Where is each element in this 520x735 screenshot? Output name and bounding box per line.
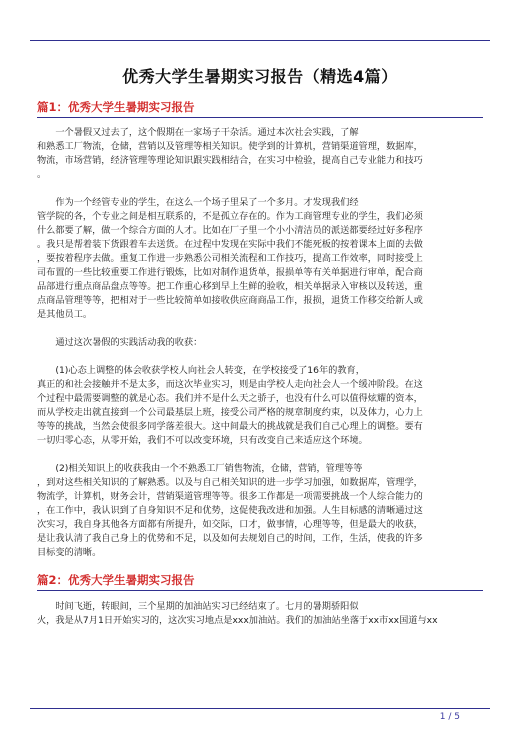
- paragraph-line: 和熟悉工厂物流，仓储，营销以及管理等相关知识。使学到的计算机，营销渠道管理，数据库，: [37, 141, 423, 152]
- paragraph-line: 物流，市场营销，经济管理等理论知识跟实践相结合，在实习中检验，提高自己专业能力和技巧: [37, 155, 423, 166]
- paragraph-line: 等等的挑战，当然会使很多同学落差很大。这中间最大的挑战就是我们自己心理上的调整。要有: [37, 421, 423, 432]
- paragraph-line: (1)心态上调整的体会收获学校人向社会人转变，在学校接受了16年的教育，: [37, 365, 365, 376]
- section-heading-1: 篇1：优秀大学生暑期实习报告: [37, 100, 195, 114]
- top-divider: [30, 40, 490, 41]
- paragraph-line: ，在工作中，我认识到了自身知识不足和优势，这促使我改进和加强。人生目标感的清晰通过这: [37, 505, 423, 516]
- section-heading-2: 篇2：优秀大学生暑期实习报告: [37, 573, 195, 587]
- paragraph-line: 品部进行重点商品盘点等等。把工作重心移到早上生鲜的验收，相关单据录入审核以及转送，重: [37, 281, 423, 292]
- section-divider-1: [37, 117, 483, 118]
- bottom-divider: [30, 708, 490, 709]
- paragraph-line: 点商品管理等等，把相对于一些比较简单如接收供应商商品工作，报损，退货工作移交给新人或: [37, 295, 423, 306]
- paragraph-line: ，要按着程序去做。重复工作进一步熟悉公司相关流程和工作技巧，提高工作效率，同时接受上: [37, 253, 423, 264]
- paragraph-line: 而从学校走出就直接到一个公司最基层上班，接受公司严格的规章制度约束，以及体力，心力上: [37, 407, 423, 418]
- paragraph-line: 是让我认清了我自己身上的优势和不足，以及如何去规划自己的时间，工作，生活，使我的许多: [37, 533, 423, 544]
- paragraph-line: 。我只是帮着装下货跟着车去送货。在过程中发现在实际中我们不能死板的按着课本上面的去做: [37, 239, 423, 250]
- page-number: 1 / 5: [439, 712, 460, 722]
- paragraph-line: 作为一个经管专业的学生，在这么一个场子里呆了一个多月。才发现我们经: [37, 197, 359, 208]
- paragraph-line: (2)相关知识上的收获我由一个不熟悉工厂销售物流，仓储，营销，管理等等: [37, 463, 363, 474]
- paragraph-line: 司布置的一些比较重要工作进行锻炼，比如对制作退货单，报损单等有关单据进行审单，配合商: [37, 267, 423, 278]
- section-divider-2: [37, 590, 483, 591]
- document-title: 优秀大学生暑期实习报告（精选4篇）: [122, 67, 398, 86]
- paragraph-line: 一切归零心态，从零开始，我们不可以改变环境，只有改变自己来适应这个环境。: [37, 435, 368, 446]
- paragraph-line: 火，我是从7月1日开始实习的，这次实习地点是xxx加油站。我们的加油站坐落于xx市xx国道与xx: [37, 615, 438, 626]
- paragraph-line: 一个暑假又过去了，这个假期在一家场子干杂活。通过本次社会实践，了解: [37, 127, 359, 138]
- paragraph-line: ，到对这些相关知识的了解熟悉。以及与自己相关知识的进一步学习加强，如数据库，管理学，: [37, 477, 423, 488]
- paragraph-line: 通过这次暑假的实践活动我的收获：: [37, 337, 203, 348]
- paragraph-line: 管学院的各，个专业之间是相互联系的，不是孤立存在的。作为工商管理专业的学生，我们必须: [37, 211, 423, 222]
- paragraph-line: 物流学，计算机，财务会计，营销渠道管理等等。很多工作都是一项需要挑战一个人综合能力的: [37, 491, 423, 502]
- paragraph-line: 时间飞逝，转眼间，三个星期的加油站实习已经结束了。七月的暑期骄阳似: [37, 601, 359, 612]
- paragraph-line: 次实习，我自身其他各方面都有所提升，如交际，口才，做事情，心理等等，但是最大的收获，: [37, 519, 423, 530]
- paragraph-line: 目标变的清晰。: [37, 547, 102, 558]
- paragraph-line: 是其他员工。: [37, 309, 93, 320]
- paragraph-line: 真正的和社会接触并不是太多，而这次毕业实习，则是由学校人走向社会人一个缓冲阶段。在这: [37, 379, 423, 390]
- paragraph-line: 什么都要了解，做一个综合方面的人才。比如在厂子里一个小小清洁员的派送都要经过好多程序: [37, 225, 423, 236]
- paragraph-line: 个过程中最需要调整的就是心态。我们并不是什么天之骄子，也没有什么可以值得炫耀的资本，: [37, 393, 423, 404]
- paragraph-line: 。: [37, 169, 47, 180]
